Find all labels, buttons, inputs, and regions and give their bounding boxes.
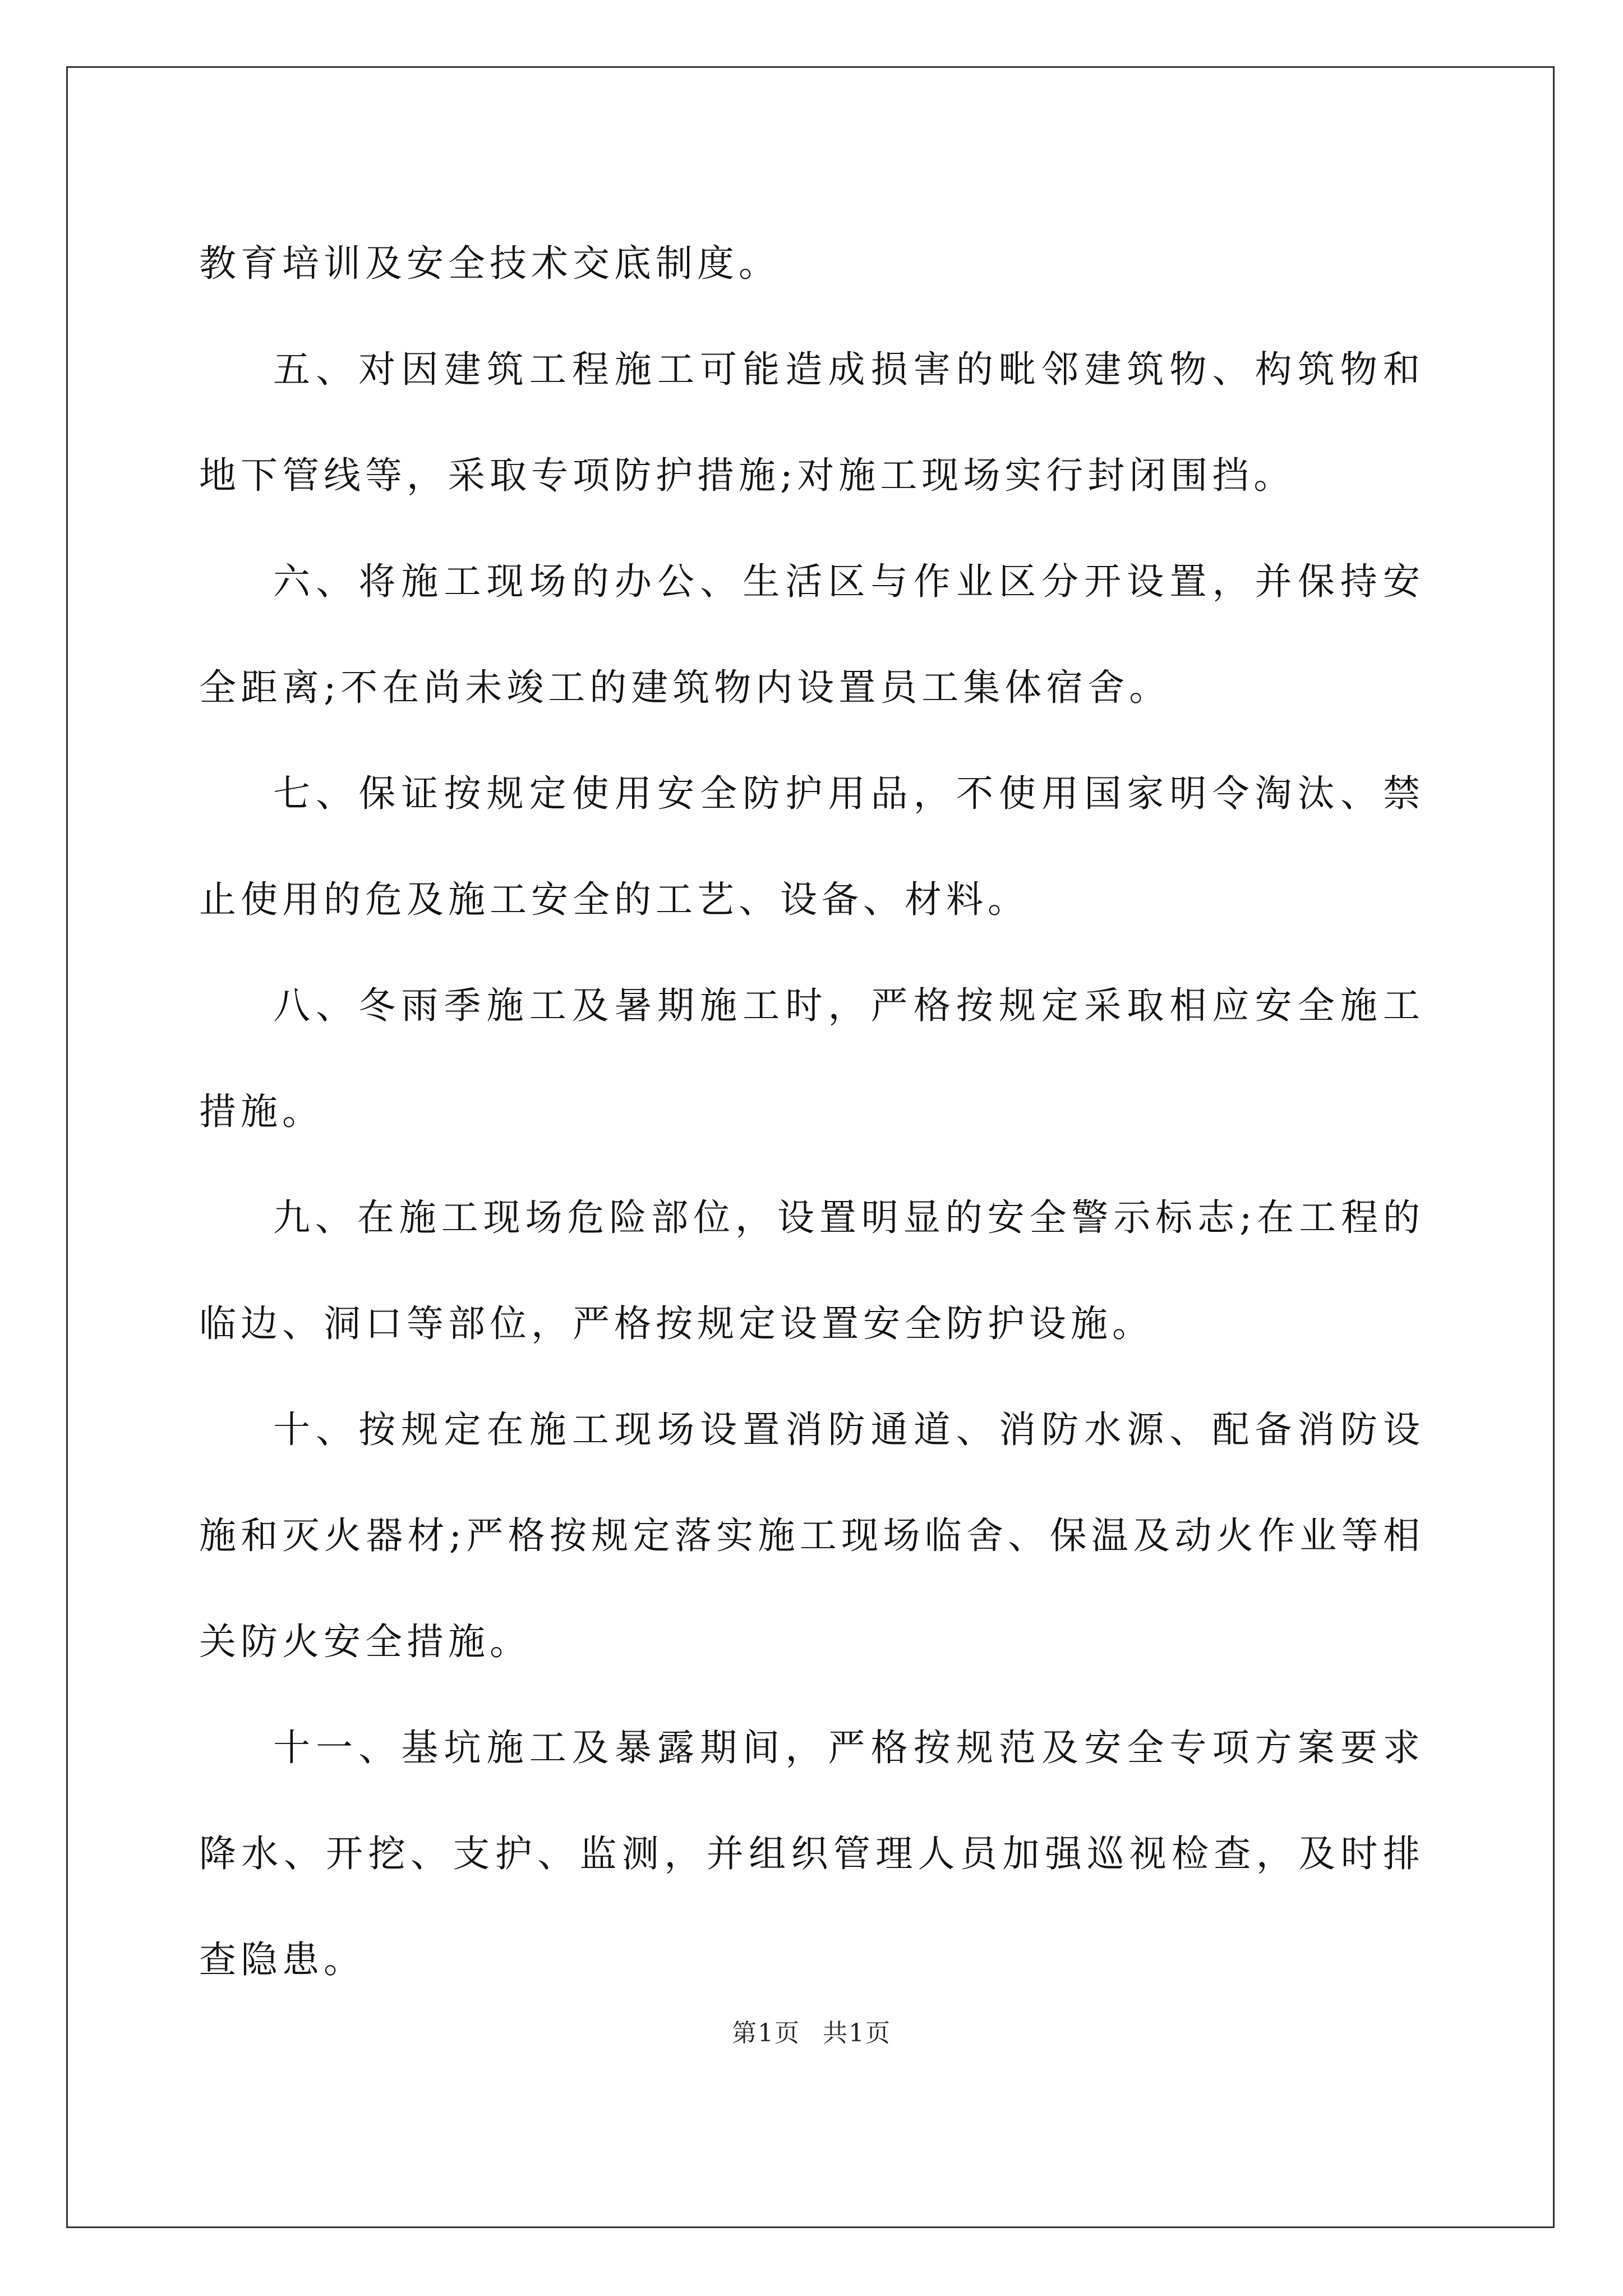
paragraph-item-10: 十、按规定在施工现场设置消防通道、消防水源、配备消防设施和灭火器材;严格按规定落实施工现场临舍、保温及动火作业等相关防火安全措施。 (199, 1408, 1424, 1663)
document-body (199, 210, 1424, 2013)
paragraph-item-5: 五、对因建筑工程施工可能造成损害的毗邻建筑物、构筑物和地下管线等，采取专项防护措施;对施工现场实行封闭围挡。 (199, 348, 1424, 497)
paragraph-item-7: 七、保证按规定使用安全防护用品，不使用国家明令淘汰、禁止使用的危及施工安全的工艺、设备、材料。 (199, 772, 1424, 921)
page-number-current: 第1页 (732, 2019, 800, 2047)
paragraph-item-8: 八、冬雨季施工及暑期施工时，严格按规定采取相应安全施工措施。 (199, 984, 1424, 1133)
paragraph-item-9: 九、在施工现场危险部位，设置明显的安全警示标志;在工程的临边、洞口等部位，严格按规定设置安全防护设施。 (199, 1196, 1424, 1345)
paragraph-item-11: 十一、基坑施工及暴露期间，严格按规范及安全专项方案要求降水、开挖、支护、监测，并组织管理人员加强巡视检查，及时排查隐患。 (199, 1726, 1424, 1981)
page-number-total: 共1页 (823, 2019, 891, 2047)
paragraph-item-6: 六、将施工现场的办公、生活区与作业区分开设置，并保持安全距离;不在尚未竣工的建筑物内设置员工集体宿舍。 (199, 560, 1424, 709)
page-footer (0, 2013, 1623, 2049)
paragraph-continuation: 教育培训及安全技术交底制度。 (199, 242, 780, 285)
